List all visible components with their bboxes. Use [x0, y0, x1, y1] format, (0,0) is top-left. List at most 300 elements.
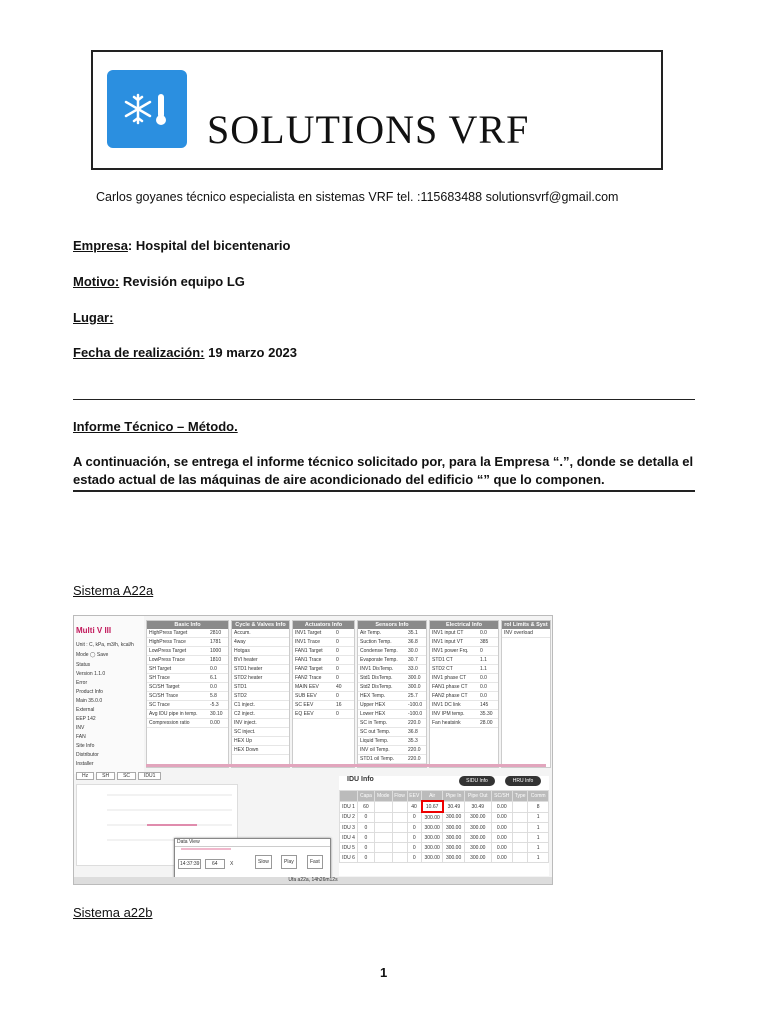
- row-value: 35.3: [408, 738, 418, 744]
- play-button[interactable]: Play: [281, 855, 297, 869]
- idu-cell: [374, 843, 392, 853]
- row-label: EQ EEV: [295, 711, 314, 717]
- row-label: Upper HEX: [360, 702, 386, 708]
- section-row: [293, 701, 354, 710]
- section-row: [293, 629, 354, 638]
- row-value: 0: [336, 666, 339, 672]
- info-section: [357, 620, 427, 768]
- row-label: INV1 Target: [295, 630, 322, 636]
- section-row: [358, 737, 426, 746]
- row-value: 0.0: [210, 666, 217, 672]
- section-row: [430, 665, 498, 674]
- row-label: FAN2 Target: [295, 666, 323, 672]
- row-label: FAN1 Target: [295, 648, 323, 654]
- idu-row: [340, 833, 549, 843]
- idu-row: [340, 823, 549, 833]
- section-row: [232, 719, 289, 728]
- intro-paragraph: A continuación, se entrega el informe técnico solicitado por, para la Empresa “.”, donde se detalla el estado actual de las máquinas de aire acondicionado del edificio “” que lo componen.: [73, 454, 694, 487]
- row-value: 1781: [210, 639, 222, 645]
- idu-cell: [512, 801, 527, 812]
- section-row: [358, 692, 426, 701]
- section-row: [147, 683, 228, 692]
- row-label: SH Trace: [149, 675, 170, 681]
- row-label: Suction Temp.: [360, 639, 392, 645]
- snowflake-thermometer-icon: [122, 89, 172, 129]
- section-row: [147, 665, 228, 674]
- idu-cell: IDU 4: [340, 833, 358, 843]
- field-empresa: Empresa: Hospital del bicentenario: [73, 238, 291, 253]
- row-label: Hotgas: [234, 648, 250, 654]
- section-row: [358, 728, 426, 737]
- idu-col-header: Air: [422, 791, 443, 802]
- section-row: [430, 710, 498, 719]
- row-value: 0.0: [210, 684, 217, 690]
- letterhead-box: [91, 50, 663, 170]
- field-motivo: Motivo: Revisión equipo LG: [73, 274, 245, 289]
- section-row: [147, 674, 228, 683]
- idu-cell: 300.00: [464, 823, 491, 833]
- clear-label: X: [230, 861, 234, 867]
- row-value: 0.00: [210, 720, 220, 726]
- section-header: Actuators Info: [293, 621, 354, 629]
- row-label: Condense Temp.: [360, 648, 398, 654]
- idu-cell: [374, 833, 392, 843]
- row-value: 5.8: [210, 693, 217, 699]
- tab-sc[interactable]: SC: [117, 772, 136, 780]
- idu-cell: 30.49: [443, 801, 465, 812]
- section-header: Basic Info: [147, 621, 228, 629]
- left-panel-row: EEP 142: [76, 716, 96, 722]
- row-label: Std1 DisTemp.: [360, 675, 393, 681]
- idu-cell: [512, 833, 527, 843]
- left-panel-row: External: [76, 707, 95, 713]
- section-row: [147, 701, 228, 710]
- idu-cell: IDU 5: [340, 843, 358, 853]
- section-row: [430, 683, 498, 692]
- idu-cell: [392, 812, 407, 823]
- row-label: INV1 DC link: [432, 702, 461, 708]
- idu-cell: 0: [407, 853, 421, 863]
- row-value: -100.0: [408, 702, 423, 708]
- idu-cell: [512, 823, 527, 833]
- idu-cell: 0.00: [491, 853, 512, 863]
- value-field[interactable]: 64: [205, 859, 225, 869]
- idu-cell: [512, 853, 527, 863]
- idu-cell: [392, 853, 407, 863]
- section-row: [430, 629, 498, 638]
- section-row: [232, 674, 289, 683]
- idu-col-header: Comm: [528, 791, 549, 802]
- page-number: 1: [380, 965, 388, 980]
- row-label: INV1 DisTemp.: [360, 666, 394, 672]
- row-label: Liquid Temp.: [360, 738, 389, 744]
- row-label: LowPress Target: [149, 648, 187, 654]
- section-row: [232, 656, 289, 665]
- row-label: HighPress Target: [149, 630, 188, 636]
- section-row: [358, 656, 426, 665]
- sidu-info-button[interactable]: SIDU Info: [459, 776, 495, 786]
- idu-row: [340, 801, 549, 812]
- tab-sh[interactable]: SH: [96, 772, 115, 780]
- idu-cell: 0: [357, 823, 374, 833]
- row-value: 145: [480, 702, 489, 708]
- section-row: [232, 683, 289, 692]
- row-label: INV1 input CT: [432, 630, 464, 636]
- section-row: [358, 629, 426, 638]
- section-row: [430, 701, 498, 710]
- scroll-bar[interactable]: [146, 764, 546, 767]
- row-label: STD2: [234, 693, 247, 699]
- section-row: [232, 647, 289, 656]
- row-label: INV oil Temp.: [360, 747, 390, 753]
- row-value: 0: [336, 639, 339, 645]
- idu-row: [340, 812, 549, 823]
- status-bar: Ufa a22a, 14h26m12s: [74, 877, 552, 884]
- row-value: 0.0: [480, 684, 487, 690]
- system-b-title: Sistema a22b: [73, 905, 153, 920]
- row-value: 0.0: [480, 675, 487, 681]
- section-row: [147, 710, 228, 719]
- time-field[interactable]: 14:37:39: [180, 861, 200, 867]
- time-slider[interactable]: [181, 848, 231, 850]
- left-panel-row: Product Info: [76, 689, 103, 695]
- idu-cell: 0: [407, 833, 421, 843]
- idu-cell: 300.00: [422, 823, 443, 833]
- idu-cell: [512, 843, 527, 853]
- divider: [73, 399, 695, 400]
- section-row: [293, 710, 354, 719]
- row-label: Accum.: [234, 630, 251, 636]
- row-label: HighPress Trace: [149, 639, 186, 645]
- row-value: 0: [336, 630, 339, 636]
- row-label: SC Trace: [149, 702, 170, 708]
- row-value: 36.8: [408, 639, 418, 645]
- idu-cell: 1: [528, 853, 549, 863]
- idu-col-header: Mode: [374, 791, 392, 802]
- idu-cell: 1: [528, 833, 549, 843]
- row-value: 220.0: [408, 747, 421, 753]
- idu-cell: 0: [407, 823, 421, 833]
- row-value: 300.0: [408, 675, 421, 681]
- row-value: 0: [336, 657, 339, 663]
- row-label: C1 inject.: [234, 702, 255, 708]
- row-label: STD1 heater: [234, 666, 263, 672]
- idu-row: [340, 843, 549, 853]
- row-label: BVI heater: [234, 657, 258, 663]
- row-label: Fan heatsink: [432, 720, 461, 726]
- row-label: SC inject.: [234, 729, 256, 735]
- idu-cell: 0.00: [491, 801, 512, 812]
- idu-cell: [392, 823, 407, 833]
- idu-cell: 0: [357, 833, 374, 843]
- row-value: 25.7: [408, 693, 418, 699]
- section-row: [430, 638, 498, 647]
- section-row: [358, 638, 426, 647]
- row-label: Compression ratio: [149, 720, 190, 726]
- section-row: [232, 665, 289, 674]
- info-section: [292, 620, 355, 768]
- section-row: [232, 701, 289, 710]
- idu-cell: 0.00: [491, 812, 512, 823]
- idu-cell: [374, 801, 392, 812]
- section-row: [147, 719, 228, 728]
- section-row: [293, 647, 354, 656]
- row-value: 35.30: [480, 711, 493, 717]
- row-value: 1.1: [480, 666, 487, 672]
- divider: [73, 490, 695, 492]
- idu-cell: 300.00: [443, 812, 465, 823]
- row-label: FAN2 Trace: [295, 675, 322, 681]
- row-value: 36.8: [408, 729, 418, 735]
- row-value: 0.0: [480, 693, 487, 699]
- idu-cell: 1: [528, 823, 549, 833]
- tab-idu1[interactable]: IDU1: [138, 772, 161, 780]
- section-row: [232, 728, 289, 737]
- idu-col-header: Pipe In: [443, 791, 465, 802]
- dialog-title: Data View: [175, 839, 330, 847]
- left-panel: [74, 616, 144, 774]
- row-label: SH Target: [149, 666, 172, 672]
- left-panel-row: Error: [76, 680, 88, 686]
- row-label: LowPress Trace: [149, 657, 185, 663]
- idu-cell: 300.00: [464, 833, 491, 843]
- idu-cell: 8: [528, 801, 549, 812]
- row-label: INV inject.: [234, 720, 257, 726]
- idu-cell: 300.00: [464, 812, 491, 823]
- idu-row: [340, 853, 549, 863]
- row-label: INV1 phase CT: [432, 675, 467, 681]
- row-label: INV1 power Frq.: [432, 648, 469, 654]
- section-header: rol Limits & Syst: [502, 621, 550, 629]
- row-value: 28.00: [480, 720, 493, 726]
- idu-cell: 300.00: [464, 853, 491, 863]
- idu-cell: 40: [407, 801, 421, 812]
- section-row: [147, 656, 228, 665]
- idu-cell: 10.67: [422, 801, 443, 812]
- section-row: [232, 746, 289, 755]
- row-value: 30.7: [408, 657, 418, 663]
- info-section: [429, 620, 499, 768]
- lg-monitor-screenshot: [73, 615, 553, 885]
- section-row: [358, 683, 426, 692]
- section-row: [358, 701, 426, 710]
- section-row: [147, 629, 228, 638]
- row-value: 0: [336, 648, 339, 654]
- section-row: [358, 746, 426, 755]
- row-label: INV overload: [504, 630, 533, 636]
- section-row: [147, 647, 228, 656]
- idu-cell: 0: [407, 843, 421, 853]
- section-row: [147, 638, 228, 647]
- row-label: Air Temp.: [360, 630, 382, 636]
- section-header: Sensors Info: [358, 621, 426, 629]
- section-header: Cycle & Valves Info: [232, 621, 289, 629]
- row-label: FAN1 Trace: [295, 657, 322, 663]
- idu-cell: 0.00: [491, 833, 512, 843]
- idu-cell: 300.00: [422, 853, 443, 863]
- idu-cell: 300.00: [443, 823, 465, 833]
- left-panel-row: Version 1.1.0: [76, 671, 106, 677]
- row-label: 4way: [234, 639, 246, 645]
- left-panel-row: Status: [76, 662, 91, 668]
- section-row: [232, 638, 289, 647]
- idu-cell: [374, 853, 392, 863]
- idu-cell: 1: [528, 812, 549, 823]
- idu-cell: 1: [528, 843, 549, 853]
- row-label: FAN1 phase CT: [432, 684, 468, 690]
- row-label: STD2 heater: [234, 675, 263, 681]
- left-panel-row: Distributor: [76, 752, 99, 758]
- idu-panel: [339, 776, 549, 876]
- idu-cell: 300.00: [422, 843, 443, 853]
- contact-line: Carlos goyanes técnico especialista en sistemas VRF tel. :115683488 solutionsvrf@gmail.com: [96, 190, 619, 204]
- section-title: Informe Técnico – Método.: [73, 419, 238, 434]
- row-label: HEX Temp.: [360, 693, 386, 699]
- row-value: 35.1: [408, 630, 418, 636]
- section-row: [358, 647, 426, 656]
- idu-cell: 300.00: [422, 833, 443, 843]
- left-panel-row: INV: [76, 725, 85, 731]
- row-label: STD1 oil Temp.: [360, 756, 395, 762]
- section-row: [232, 692, 289, 701]
- row-label: STD2 CT: [432, 666, 453, 672]
- idu-col-header: Flow: [392, 791, 407, 802]
- brand-title: SOLUTIONS VRF: [207, 107, 530, 152]
- row-label: SC out Temp.: [360, 729, 391, 735]
- data-view-dialog: [174, 838, 331, 882]
- fast-button[interactable]: Fast: [307, 855, 323, 869]
- slow-button[interactable]: Slow: [255, 855, 272, 869]
- row-label: C2 inject.: [234, 711, 255, 717]
- left-panel-row: Main 35.0.0: [76, 698, 103, 704]
- row-value: 300.0: [408, 684, 421, 690]
- row-value: 0.0: [480, 630, 487, 636]
- row-value: 1810: [210, 657, 222, 663]
- row-label: Lower HEX: [360, 711, 386, 717]
- idu-cell: IDU 3: [340, 823, 358, 833]
- row-value: 220.0: [408, 756, 421, 762]
- section-row: [293, 656, 354, 665]
- row-value: 1.1: [480, 657, 487, 663]
- tab-hz[interactable]: Hz: [76, 772, 94, 780]
- section-row: [293, 683, 354, 692]
- hru-info-button[interactable]: HRU Info: [505, 776, 541, 786]
- row-label: SC/SH Trace: [149, 693, 179, 699]
- row-value: 2810: [210, 630, 222, 636]
- row-label: INV IPM temp.: [432, 711, 465, 717]
- idu-cell: 0.00: [491, 823, 512, 833]
- section-row: [293, 665, 354, 674]
- row-value: 0: [480, 648, 483, 654]
- row-label: Evaporate Temp.: [360, 657, 398, 663]
- idu-cell: [512, 812, 527, 823]
- row-label: STD1: [234, 684, 247, 690]
- idu-cell: 300.00: [464, 843, 491, 853]
- idu-col-header: Type: [512, 791, 527, 802]
- section-header: Electrical Info: [430, 621, 498, 629]
- idu-cell: [392, 801, 407, 812]
- idu-cell: 60: [357, 801, 374, 812]
- idu-cell: 300.00: [443, 853, 465, 863]
- section-row: [293, 674, 354, 683]
- section-row: [293, 692, 354, 701]
- row-label: FAN2 phase CT: [432, 693, 468, 699]
- row-label: SC/SH Target: [149, 684, 180, 690]
- idu-col-header: EEV: [407, 791, 421, 802]
- left-panel-row: Site Info: [76, 743, 95, 749]
- left-panel-row: Installer: [76, 761, 94, 767]
- field-fecha: Fecha de realización: 19 marzo 2023: [73, 345, 298, 360]
- row-value: 33.0: [408, 666, 418, 672]
- row-value: 0: [336, 675, 339, 681]
- idu-col-header: SC/SH: [491, 791, 512, 802]
- section-row: [232, 710, 289, 719]
- idu-col-header: Pipe Out: [464, 791, 491, 802]
- idu-cell: 0: [357, 812, 374, 823]
- row-label: MAIN EEV: [295, 684, 319, 690]
- section-row: [430, 647, 498, 656]
- section-row: [430, 674, 498, 683]
- idu-cell: [374, 812, 392, 823]
- row-label: SUB EEV: [295, 693, 317, 699]
- section-row: [358, 755, 426, 764]
- idu-title: IDU Info: [347, 776, 374, 783]
- idu-cell: 0: [357, 843, 374, 853]
- idu-cell: 300.00: [422, 812, 443, 823]
- idu-cell: IDU 1: [340, 801, 358, 812]
- left-panel-row: FAN: [76, 734, 86, 740]
- system-a-title: Sistema A22a: [73, 583, 154, 598]
- section-row: [147, 692, 228, 701]
- hvac-logo: [107, 70, 187, 148]
- row-value: 16: [336, 702, 342, 708]
- row-value: 385: [480, 639, 489, 645]
- section-row: [358, 710, 426, 719]
- idu-col-header: Capa: [357, 791, 374, 802]
- field-lugar: Lugar:: [73, 310, 114, 325]
- row-label: SC EEV: [295, 702, 314, 708]
- section-row: [358, 665, 426, 674]
- row-label: Std2 DisTemp.: [360, 684, 393, 690]
- row-label: INV1 input VT: [432, 639, 464, 645]
- unit-label: Unit : C, kPa, m3/h, kcal/h: [76, 642, 134, 648]
- row-value: 0: [336, 711, 339, 717]
- idu-cell: [392, 833, 407, 843]
- idu-cell: 300.00: [443, 833, 465, 843]
- idu-cell: 0.00: [491, 843, 512, 853]
- section-row: [358, 719, 426, 728]
- row-value: 40: [336, 684, 342, 690]
- section-row: [430, 656, 498, 665]
- idu-cell: IDU 6: [340, 853, 358, 863]
- row-value: 6.1: [210, 675, 217, 681]
- info-section: [501, 620, 551, 768]
- section-row: [232, 629, 289, 638]
- idu-cell: 30.49: [464, 801, 491, 812]
- app-title: Multi V III: [76, 626, 112, 635]
- row-label: HEX Down: [234, 747, 259, 753]
- row-value: -5.3: [210, 702, 219, 708]
- idu-col-header: [340, 791, 358, 802]
- idu-cell: [392, 843, 407, 853]
- row-label: STD1 CT: [432, 657, 453, 663]
- row-value: -100.0: [408, 711, 423, 717]
- row-label: Avg IDU pipe in temp.: [149, 711, 198, 717]
- idu-cell: [374, 823, 392, 833]
- row-value: 1000: [210, 648, 222, 654]
- idu-cell: 300.00: [443, 843, 465, 853]
- info-section: [231, 620, 290, 768]
